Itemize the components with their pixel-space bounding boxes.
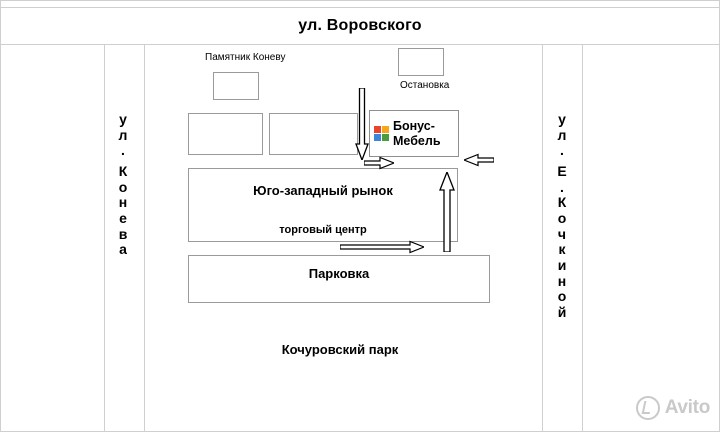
label-bus-stop: Остановка xyxy=(400,80,450,91)
building-block-right xyxy=(269,113,358,155)
street-label-koneva-char: . xyxy=(121,142,125,159)
bonus-mebel-logo-icon xyxy=(374,126,389,141)
shop-name-line1: Бонус- xyxy=(393,119,435,134)
street-label-koneva-char: в xyxy=(118,225,128,242)
map-top-border xyxy=(0,0,720,1)
street-label-kochkinoy-char: Е xyxy=(557,163,567,180)
shop-name xyxy=(393,119,441,148)
street-label-voroskogo: ул. Воровского xyxy=(298,17,422,34)
building-block-left xyxy=(188,113,263,155)
street-label-kochkinoy-char: . xyxy=(560,142,564,159)
label-monument: Памятник Коневу xyxy=(205,52,286,63)
building-monument xyxy=(213,72,259,100)
arrow-right-to-market xyxy=(340,240,424,254)
street-label-koneva-char: у xyxy=(119,111,127,127)
street-line-koneva-right xyxy=(144,44,145,432)
street-label-koneva-char: л xyxy=(118,126,128,143)
label-market: Юго-западный рынок xyxy=(253,183,393,198)
street-label-koneva-char: а xyxy=(119,241,127,258)
street-label-kochkinoy-char: о xyxy=(557,210,567,227)
arrow-down-from-voroskogo xyxy=(354,88,370,160)
avito-logo-icon xyxy=(636,396,660,420)
street-label-koneva-char: о xyxy=(118,178,128,195)
shop-name-line2: Мебель xyxy=(393,133,441,148)
street-label-kochkinoy-char: К xyxy=(557,194,567,211)
street-label-kochkinoy-char: й xyxy=(557,304,567,321)
shop-bonus-mebel[interactable] xyxy=(369,110,459,157)
label-park: Кочуровский парк xyxy=(281,342,399,357)
map-left-border xyxy=(0,0,1,432)
arrow-up-along-kochkinoy xyxy=(438,172,456,252)
street-label-koneva-char: е xyxy=(119,210,127,227)
building-bus-stop xyxy=(398,48,444,76)
arrow-right-to-shop xyxy=(364,156,394,170)
street-label-koneva xyxy=(110,112,136,258)
street-label-kochkinoy-char: л xyxy=(557,126,567,143)
street-line-voroskogo-bottom xyxy=(0,44,720,45)
label-market-sub: торговый центр xyxy=(279,224,367,236)
street-line-kochkinoy-left xyxy=(542,44,543,432)
street-label-kochkinoy-char: о xyxy=(557,288,567,305)
arrow-left-entrance xyxy=(464,153,494,167)
label-parking: Парковка xyxy=(308,266,370,281)
street-label-kochkinoy-char: и xyxy=(557,257,567,274)
street-label-kochkinoy-char: у xyxy=(558,111,566,127)
avito-watermark xyxy=(636,396,710,420)
street-label-kochkinoy-char: к xyxy=(558,241,566,258)
street-line-koneva-left xyxy=(104,44,105,432)
street-label-koneva-char: н xyxy=(118,194,128,211)
street-label-kochkinoy-char: н xyxy=(557,272,567,289)
street-label-kochkinoy-char: . xyxy=(560,178,564,195)
street-label-kochkinoy-char: ч xyxy=(557,225,567,242)
street-label-kochkinoy xyxy=(549,112,575,321)
street-line-kochkinoy-right xyxy=(582,44,583,432)
street-label-koneva-char: К xyxy=(118,163,128,180)
avito-watermark-text: Avito xyxy=(664,397,710,418)
